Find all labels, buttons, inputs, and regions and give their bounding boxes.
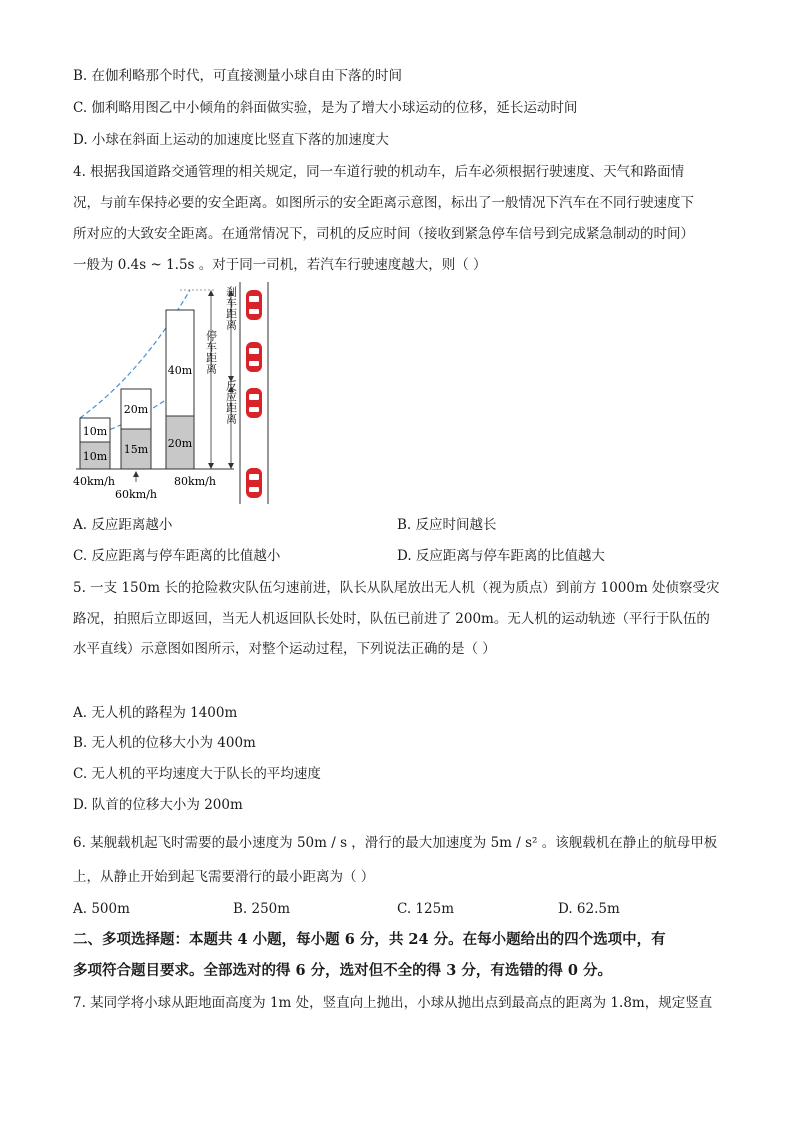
braking-distance-label: 刹车距离 (224, 286, 238, 330)
bar-60-reaction-label: 15m (123, 443, 149, 456)
q5-stem-line-2: 路况，拍照后立即返回，当无人机返回队长处时，队伍已前进了 200m。无人机的运动轨迹（平行于队伍的 (73, 611, 710, 627)
q5-option-d: D. 队首的位移大小为 200m (73, 797, 243, 813)
bar-60-braking-label: 20m (123, 403, 149, 416)
section-2-heading-line-1: 二、多项选择题：本题共 4 小题，每小题 6 分，共 24 分。在每小题给出的四个选项中，有 (73, 931, 666, 948)
q5-option-c: C. 无人机的平均速度大于队长的平均速度 (73, 766, 321, 782)
q4-option-b: B. 反应时间越长 (397, 517, 497, 533)
car-icon (246, 342, 262, 372)
bar-80-braking-label: 40m (167, 364, 193, 377)
q4-option-d: D. 反应距离与停车距离的比值越大 (397, 548, 605, 564)
q5-option-a: A. 无人机的路程为 1400m (73, 705, 238, 721)
q3-option-b: B. 在伽利略那个时代，可直接测量小球自由下落的时间 (73, 68, 403, 84)
q4-stem-line-3: 所对应的大致安全距离。在通常情况下，司机的反应时间（接收到紧急停车信号到完成紧急制动的时间） (73, 226, 694, 242)
speed-40-label: 40km/h (73, 475, 115, 488)
q3-option-d: D. 小球在斜面上运动的加速度比竖直下落的加速度大 (73, 132, 389, 148)
q4-stem-line-1: 4. 根据我国道路交通管理的相关规定，同一车道行驶的机动车，后车必须根据行驶速度、天气和路面情 (73, 164, 685, 180)
speed-80-label: 80km/h (174, 475, 216, 488)
q5-stem-line-3: 水平直线）示意图如图所示，对整个运动过程，下列说法正确的是（ ） (73, 641, 496, 657)
q6-stem-line-1: 6. 某舰载机起飞时需要的最小速度为 50m / s ，滑行的最大加速度为 5m / s² 。该舰载机在静止的航母甲板 (73, 835, 718, 851)
q6-option-a: A. 500m (73, 901, 130, 917)
q4-option-a: A. 反应距离越小 (73, 517, 173, 533)
bar-40-braking-label: 10m (82, 425, 108, 438)
car-icon (246, 388, 262, 418)
q7-stem-line-1: 7. 某同学将小球从距地面高度为 1m 处，竖直向上抛出，小球从抛出点到最高点的距离为 1.8m，规定竖直 (73, 995, 713, 1011)
car-icon (246, 290, 262, 320)
q6-stem-line-2: 上，从静止开始到起飞需要滑行的最小距离为（ ） (73, 869, 375, 885)
bar-80-reaction-label: 20m (167, 437, 193, 450)
bar-40-reaction-label: 10m (82, 450, 108, 463)
q6-option-d: D. 62.5m (558, 901, 620, 917)
q4-option-c: C. 反应距离与停车距离的比值越小 (73, 548, 281, 564)
stopping-distance-label: 停车距离 (204, 330, 218, 374)
q4-stem-line-2: 况，与前车保持必要的安全距离。如图所示的安全距离示意图，标出了一般情况下汽车在不同行驶速度下 (73, 195, 694, 211)
reaction-distance-label: 反应距离 (224, 380, 238, 424)
car-icon (246, 468, 262, 498)
section-2-heading-line-2: 多项符合题目要求。全部选对的得 6 分，选对但不全的得 3 分，有选错的得 0 分。 (73, 962, 613, 979)
q6-option-c: C. 125m (397, 901, 454, 917)
q6-option-b: B. 250m (233, 901, 291, 917)
q5-stem-line-1: 5. 一支 150m 长的抢险救灾队伍匀速前进，队长从队尾放出无人机（视为质点）到前方 1000m 处侦察受灾 (73, 580, 720, 596)
q3-option-c: C. 伽利略用图乙中小倾角的斜面做实验，是为了增大小球运动的位移，延长运动时间 (73, 100, 578, 116)
speed-60-label: 60km/h (115, 488, 157, 501)
bar-80-braking (166, 310, 194, 416)
q4-stem-line-4: 一般为 0.4s ~ 1.5s 。对于同一司机，若汽车行驶速度越大，则（ ） (73, 257, 487, 273)
safety-distance-figure (66, 282, 276, 506)
q5-option-b: B. 无人机的位移大小为 400m (73, 735, 256, 751)
